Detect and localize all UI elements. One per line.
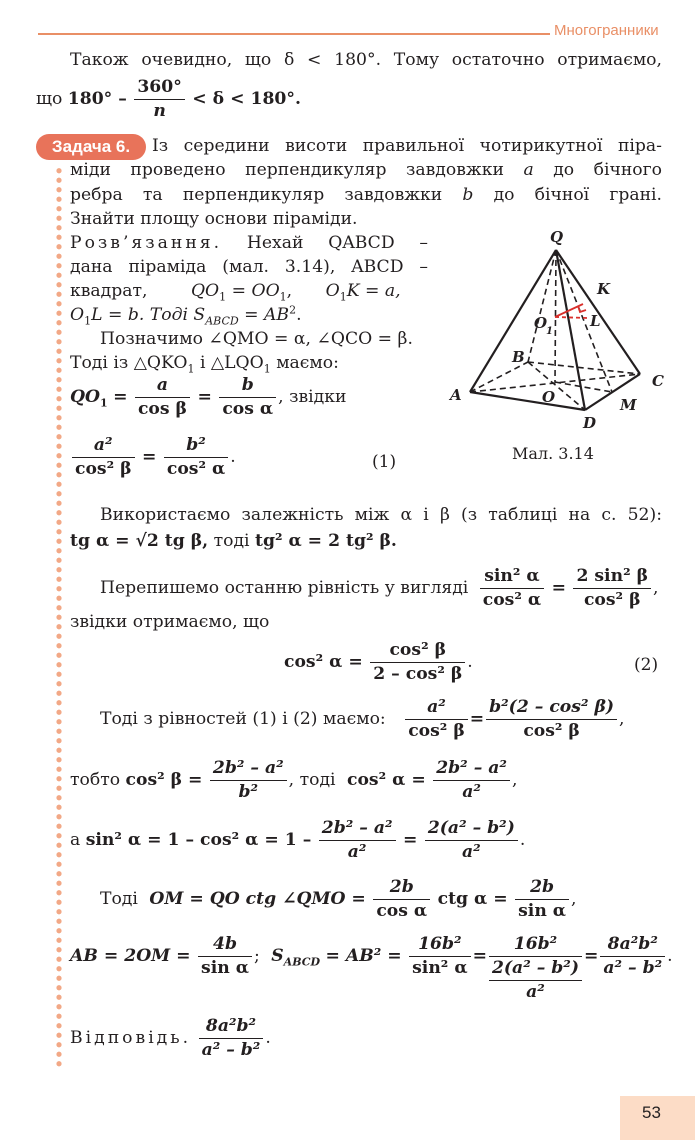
figure-caption: Мал. 3.14	[512, 444, 594, 463]
segment-om	[555, 382, 612, 392]
decorative-dots	[55, 166, 63, 1070]
sin-expression-line: а sin² α = 1 – cos² α = 1 – $\frac{\text{2b² – a²}}{\text{a²}}$ = $\frac{\text{2(a² – b²)}}{\text{a²}}$ .	[70, 818, 526, 862]
edge-qb	[528, 250, 556, 362]
pyramid-figure	[440, 222, 680, 432]
task-badge: Задача 6.	[36, 134, 146, 160]
area-expression-line: AB = 2OM = $\frac{4b}{\text{sin α}}$ ; $S_{ABCD} = AB^2$ = $\frac{\text{16b²}}{\text{sin² α}}$ = 16b² 2(a² – b²) a² = $\frac{\text{8a²b²}}{\text{a² – b²}}$ .	[70, 934, 673, 1002]
perpendicular-o1l	[555, 317, 588, 318]
equation-number-2: (2)	[634, 655, 659, 675]
solution-line-1: Розв’язання. Нехай QABCD –	[70, 233, 428, 253]
label-o1-sub: 1	[546, 326, 553, 337]
task-line-3: ребра та перпендикуляр завдовжки b до бічної грані.	[70, 185, 663, 205]
label-k: K	[597, 280, 611, 298]
label-o1: O	[534, 314, 548, 332]
label-q: Q	[550, 228, 564, 246]
section-title: Многогранники	[554, 22, 659, 39]
label-l: L	[590, 312, 601, 330]
solution-line-5: Позначимо ∠QMO = α, ∠QCO = β.	[100, 329, 413, 349]
solution-line-3: квадрат, $QO_1 = OO_1$, $O_1K = a$,	[70, 281, 401, 304]
label-a: A	[450, 386, 462, 404]
solution-line-4: $O_1L = b$. Тоді $S_{ABCD} = AB^2$.	[70, 303, 302, 328]
solution-line-6: Тоді із $\triangle QKO_1$ і $\triangle LQO_1$ маємо:	[70, 353, 339, 376]
whence-line: звідки отримаємо, що	[70, 612, 270, 632]
label-b: B	[512, 348, 525, 366]
tangent-line: tg α = √2 tg β, тоді tg² α = 2 tg² β.	[70, 531, 397, 551]
header-rule	[38, 33, 550, 35]
page-number: 53	[642, 1103, 661, 1122]
then-equalities-line: Тоді з рівностей (1) і (2) маємо: $\frac{\text{a²}}{\text{cos² β}}$ = $\frac{\text{b²(2 – cos² β)}}{\text{cos² β}}$ ,	[100, 697, 625, 741]
rewrite-line: Перепишемо останню рівність у вигляді $\frac{\text{sin² α}}{\text{cos² α}}$ = $\frac{\text{2 sin² β}}{\text{cos² β}}$ ,	[100, 566, 659, 610]
label-m: M	[620, 396, 637, 414]
task-line-2: міди проведено перпендикуляр завдовжки a до бічного	[70, 160, 663, 180]
answer-line: Відповідь. $\frac{\text{8a²b²}}{\text{a² – b²}}$ .	[70, 1016, 271, 1060]
intro-line-1: Також очевидно, що δ < 180°. Тому остаточно отримаємо,	[70, 50, 662, 70]
solution-line-2: дана піраміда (мал. 3.14), ABCD –	[70, 257, 428, 277]
label-c: C	[652, 372, 664, 390]
dependency-line: Використаємо залежність між α і β (з таблиці на с. 52):	[100, 505, 662, 525]
edge-bc	[528, 362, 640, 374]
label-d: D	[583, 414, 597, 432]
equation-1: $\frac{\text{a²}}{\text{cos² β}}$ = $\frac{\text{b²}}{\text{cos² α}}$ .	[70, 434, 236, 481]
cos-expressions-line: тобто cos² β = $\frac{\text{2b² – a²}}{\text{b²}}$ , тоді cos² α = $\frac{\text{2b² – a²}}{\text{a²}}$ ,	[70, 758, 518, 802]
right-angle-mark	[578, 306, 586, 312]
equation-number-1: (1)	[372, 452, 397, 472]
label-o: O	[542, 388, 556, 406]
om-expression-line: Тоді OM = QO ctg ∠QMO = $\frac{2b}{\text{cos α}}$ ctg α = $\frac{2b}{\text{sin α}}$ ,	[100, 877, 577, 921]
task-line-1: Із середини висоти правильної чотирикутної піра-	[152, 136, 662, 156]
equation-qo1: $QO_1$ = $\frac{a}{\text{cos β}}$ = $\frac{b}{\text{cos α}}$ , звідки	[70, 375, 347, 419]
task-line-4: Знайти площу основи піраміди.	[70, 209, 358, 229]
equation-2: cos² α = $\frac{\text{cos² β}}{\text{2 – cos² β}}$ .	[284, 640, 473, 684]
intro-line-2: що 180° – $\frac{360^\circ}{n}$ < δ < 180°.	[36, 77, 301, 121]
